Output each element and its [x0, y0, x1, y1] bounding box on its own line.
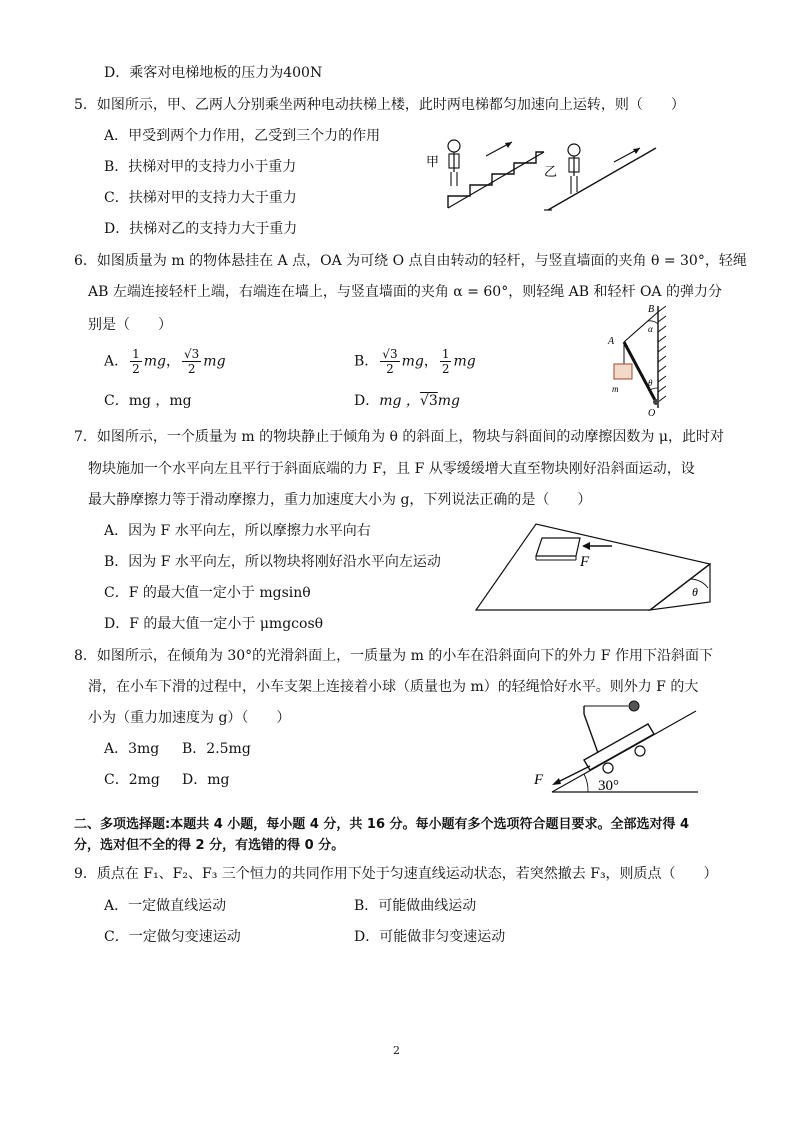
q8-label-f: F [534, 772, 544, 788]
q6-b-mg2: mg [453, 353, 476, 370]
q6-line3: 别是（ ） [88, 317, 172, 333]
q9-option-d: D．可能做非匀变速运动 [354, 929, 506, 945]
q6-option-d-sqrt3: √3 [419, 393, 438, 409]
q7-option-c: C．F 的最大值一定小于 mgsinθ [104, 585, 311, 601]
q6-option-a [104, 347, 226, 375]
q6-option-d-tail: mg [437, 393, 460, 409]
q8-option-a: A．3mg [104, 741, 160, 757]
q6-option-a-label: A． [104, 353, 129, 370]
q6-line2: AB 左端连接轻杆上端，右端连在墙上，与竖直墙面的夹角 α = 60°，则轻绳 AB 和轻杆 OA 的弹力分 [88, 284, 722, 300]
q6-b-frac2-num: 1 [441, 347, 450, 361]
q5-option-c: C．扶梯对甲的支持力大于重力 [104, 190, 297, 206]
q7-line2: 物块施加一个水平向左且平行于斜面底端的力 F，且 F 从零缓缓增大直至物块刚好沿斜面运动，设 [88, 461, 695, 477]
q6-label-m: m [612, 384, 619, 394]
q6-label-b: B [648, 304, 655, 315]
q8-option-d: D．mg [182, 772, 230, 788]
q6-b-comma: ， [423, 353, 438, 370]
q8-cart-figure [530, 694, 700, 794]
q7-line1: 7．如图所示，一个质量为 m 的物块静止于倾角为 θ 的斜面上，物块与斜面间的动摩擦因数为 μ，此时对 [74, 429, 724, 445]
q7-incline-figure [472, 516, 712, 616]
q6-option-d-label: D． [354, 393, 380, 409]
q8-line3: 小为（重力加速度为 g）（ ） [88, 710, 291, 726]
page-number: 2 [393, 1044, 400, 1057]
q7-label-theta: θ [692, 585, 698, 599]
q9-option-a: A．一定做直线运动 [104, 898, 227, 914]
q6-a-frac1 [130, 347, 142, 376]
q6-option-d-value: mg ， [379, 393, 420, 409]
q7-option-d: D．F 的最大值一定小于 μmgcosθ [104, 616, 324, 632]
q5-option-a: A．甲受到两个力作用，乙受到三个力的作用 [104, 128, 381, 144]
q6-label-theta: θ [648, 378, 653, 388]
q6-option-b-label: B． [354, 353, 379, 370]
q7-label-f: F [580, 554, 590, 570]
q6-b-frac1 [380, 347, 399, 376]
q8-line2: 滑，在小车下滑的过程中，小车支架上连接着小球（质量也为 m）的轻绳恰好水平。则外力 F 的大 [88, 679, 699, 695]
q8-label-angle: 30° [598, 778, 619, 794]
q6-a-mg1: mg [143, 353, 167, 370]
q6-b-frac2-den: 2 [441, 362, 450, 376]
q6-b-frac1-den: 2 [386, 362, 394, 376]
q6-b-mg1: mg [401, 353, 424, 370]
q6-b-frac2 [440, 347, 452, 376]
q6-b-frac1-num: √3 [382, 347, 398, 361]
q6-option-b [354, 347, 476, 375]
q6-label-alpha: α [648, 324, 653, 334]
q6-a-frac2-num: √3 [184, 347, 200, 361]
q6-a-frac2-den: 2 [187, 362, 196, 376]
q9-option-b: B．可能做曲线运动 [354, 898, 477, 914]
q6-a-mg2: mg [203, 353, 226, 370]
q6-option-c: C．mg ，mg [104, 393, 192, 409]
q7-option-a: A．因为 F 水平向左，所以摩擦力水平向右 [104, 523, 371, 539]
q6-line1: 6．如图质量为 m 的物体悬挂在 A 点，OA 为可绕 O 点自由转动的轻杆，与竖直墙面的夹角 θ = 30°，轻绳 [74, 253, 747, 269]
q6-option-d [354, 392, 460, 410]
q7-line3: 最大静摩擦力等于滑动摩擦力，重力加速度大小为 g，下列说法正确的是（ ） [88, 492, 592, 508]
q5-option-d: D．扶梯对乙的支持力大于重力 [104, 221, 298, 237]
q5-label-yi: 乙 [544, 164, 558, 179]
q5-escalator-figure [420, 128, 670, 218]
q8-option-c: C．2mg [104, 772, 160, 788]
q9-stem: 9．质点在 F₁、F₂、F₃ 三个恒力的共同作用下处于匀速直线运动状态，若突然撤去 F₃，则质点（ ） [74, 866, 718, 882]
q5-stem: 5．如图所示，甲、乙两人分别乘坐两种电动扶梯上楼，此时两电梯都匀加速向上运转，则（ ） [74, 97, 685, 113]
q6-a-comma: ， [166, 353, 181, 370]
q4-option-d: D．乘客对电梯地板的压力为400N [104, 65, 323, 81]
q8-option-b: B．2.5mg [182, 741, 251, 757]
q5-label-jia: 甲 [426, 154, 440, 169]
q8-line1: 8．如图所示，在倾角为 30°的光滑斜面上，一质量为 m 的小车在沿斜面向下的外力 F 作用下沿斜面下 [74, 648, 713, 664]
q6-label-a: A [608, 336, 615, 347]
q9-option-c: C．一定做匀变速运动 [104, 929, 241, 945]
q7-option-b: B．因为 F 水平向左，所以物块将刚好沿水平向左运动 [104, 554, 441, 570]
section2-heading-line1: 二、多项选择题:本题共 4 小题，每小题 4 分，共 16 分。每小题有多个选项符合题目要求。全部选对得 4 [74, 817, 690, 832]
q6-a-frac1-den: 2 [132, 362, 140, 376]
q6-a-frac2 [182, 347, 201, 376]
q6-rod-wall-figure [598, 302, 678, 422]
q6-label-o: O [648, 408, 656, 419]
q6-a-frac1-num: 1 [132, 347, 140, 361]
section2-heading-line2: 分，选对但不全的得 2 分，有选错的得 0 分。 [74, 838, 345, 853]
q5-option-b: B．扶梯对甲的支持力小于重力 [104, 159, 297, 175]
